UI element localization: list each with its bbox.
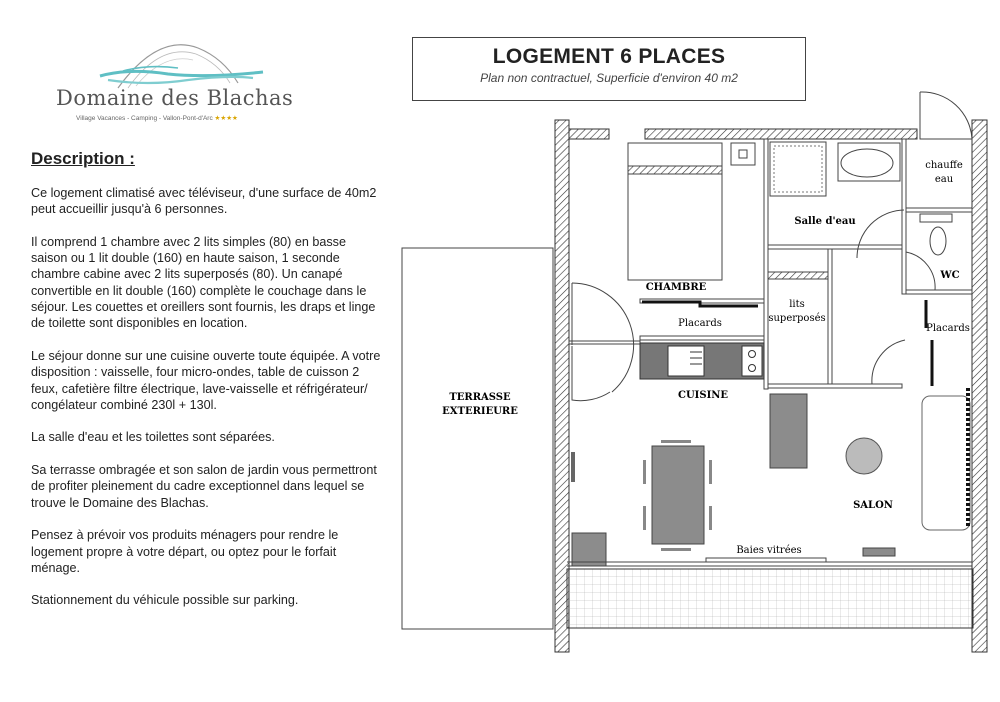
kitchen-sink <box>668 346 704 376</box>
label-cuisine: CUISINE <box>677 390 729 401</box>
label-eau: eau <box>934 174 954 185</box>
water-heater <box>920 214 952 222</box>
description-heading: Description : <box>31 149 135 168</box>
shower <box>770 142 826 196</box>
chair <box>709 460 712 484</box>
chair <box>643 460 646 484</box>
description-paragraph: Sa terrasse ombragée et son salon de jardin vous permettront de profiter pleinement du cadre exceptionnel dans lequel se trouve le Domaine des Blachas. <box>31 463 377 510</box>
chair <box>661 548 691 551</box>
bay-window-grid <box>567 569 973 628</box>
chair <box>709 506 712 530</box>
logo-tagline-text: Village Vacances - Camping - Vallon-Pont-d'Arc <box>76 115 213 122</box>
washbasin <box>841 149 893 177</box>
radiator <box>571 452 575 482</box>
burner <box>749 365 756 372</box>
wall-top <box>645 129 917 139</box>
wall-top-left <box>569 129 609 139</box>
bunk-bed-headboard <box>768 272 828 279</box>
description-body <box>31 185 381 625</box>
description-paragraph: Il comprend 1 chambre avec 2 lits simples (80) en basse saison ou 1 lit double (160) en haute saison, 1 seconde chambre cabine avec 2 lits superposés (80). Un canapé convertible en lit double (160) complète le couchage dans le séjour. Les couettes et oreillers sont fournis, les draps et linge de toilette sont disponibles en location. <box>31 234 376 331</box>
logo-tagline <box>76 114 286 122</box>
terrace-area <box>402 248 553 629</box>
description-paragraph: Ce logement climatisé avec téléviseur, d'une surface de 40m2 peut accueillir jusqu'à 6 personnes. <box>31 186 377 217</box>
description-paragraph: Le séjour donne sur une cuisine ouverte toute équipée. A votre disposition : vaisselle, four micro-ondes, table de cuisson 2 feux, cafetière filtre électrique, lave-vaisselle et réfrigérateur/ congélateur combiné 230l + 130l. <box>31 348 381 412</box>
label-placards-right: Placards <box>926 323 970 334</box>
floor-plan <box>390 88 990 668</box>
round-side-table <box>846 438 882 474</box>
rating-stars: ★★★★ <box>214 115 238 122</box>
label-placards-chambre: Placards <box>678 318 722 329</box>
page-subtitle: Plan non contractuel, Superficie d'environ 40 m2 <box>480 71 738 85</box>
wall-right <box>972 120 987 652</box>
domaine-logo-graphic <box>48 28 294 128</box>
bed-headboard <box>628 166 722 174</box>
toilet <box>930 227 946 255</box>
label-salle-eau: Salle d'eau <box>794 216 856 227</box>
bay-window-marker <box>706 558 826 562</box>
tv-unit <box>863 548 895 556</box>
label-salon: SALON <box>853 500 893 511</box>
bed <box>628 143 722 280</box>
label-chauffe: chauffe <box>925 160 963 171</box>
description-paragraph: Stationnement du véhicule possible sur parking. <box>31 593 299 608</box>
label-chambre: CHAMBRE <box>645 282 707 293</box>
burner <box>749 351 756 358</box>
description-paragraph: La salle d'eau et les toilettes sont séparées. <box>31 430 275 445</box>
side-cabinet <box>572 533 606 566</box>
sink-drain <box>739 150 747 158</box>
fridge <box>770 394 807 468</box>
description-paragraph: Pensez à prévoir vos produits ménagers pour rendre le logement propre à votre départ, ou optez pour le forfait ménage. <box>31 528 339 575</box>
label-wc: WC <box>940 270 960 281</box>
sofa <box>922 396 970 530</box>
label-lits: lits <box>789 299 805 310</box>
chair <box>661 440 691 443</box>
label-superposes: superposés <box>768 313 826 324</box>
label-baies: Baies vitrées <box>736 545 802 556</box>
logo-name: Domaine des Blachas <box>56 86 294 110</box>
label-terrasse: TERRASSE <box>449 392 511 403</box>
label-terrasse-2: EXTERIEURE <box>442 406 518 417</box>
page-title: LOGEMENT 6 PLACES <box>492 45 726 68</box>
chair <box>643 506 646 530</box>
dining-table <box>652 446 704 544</box>
